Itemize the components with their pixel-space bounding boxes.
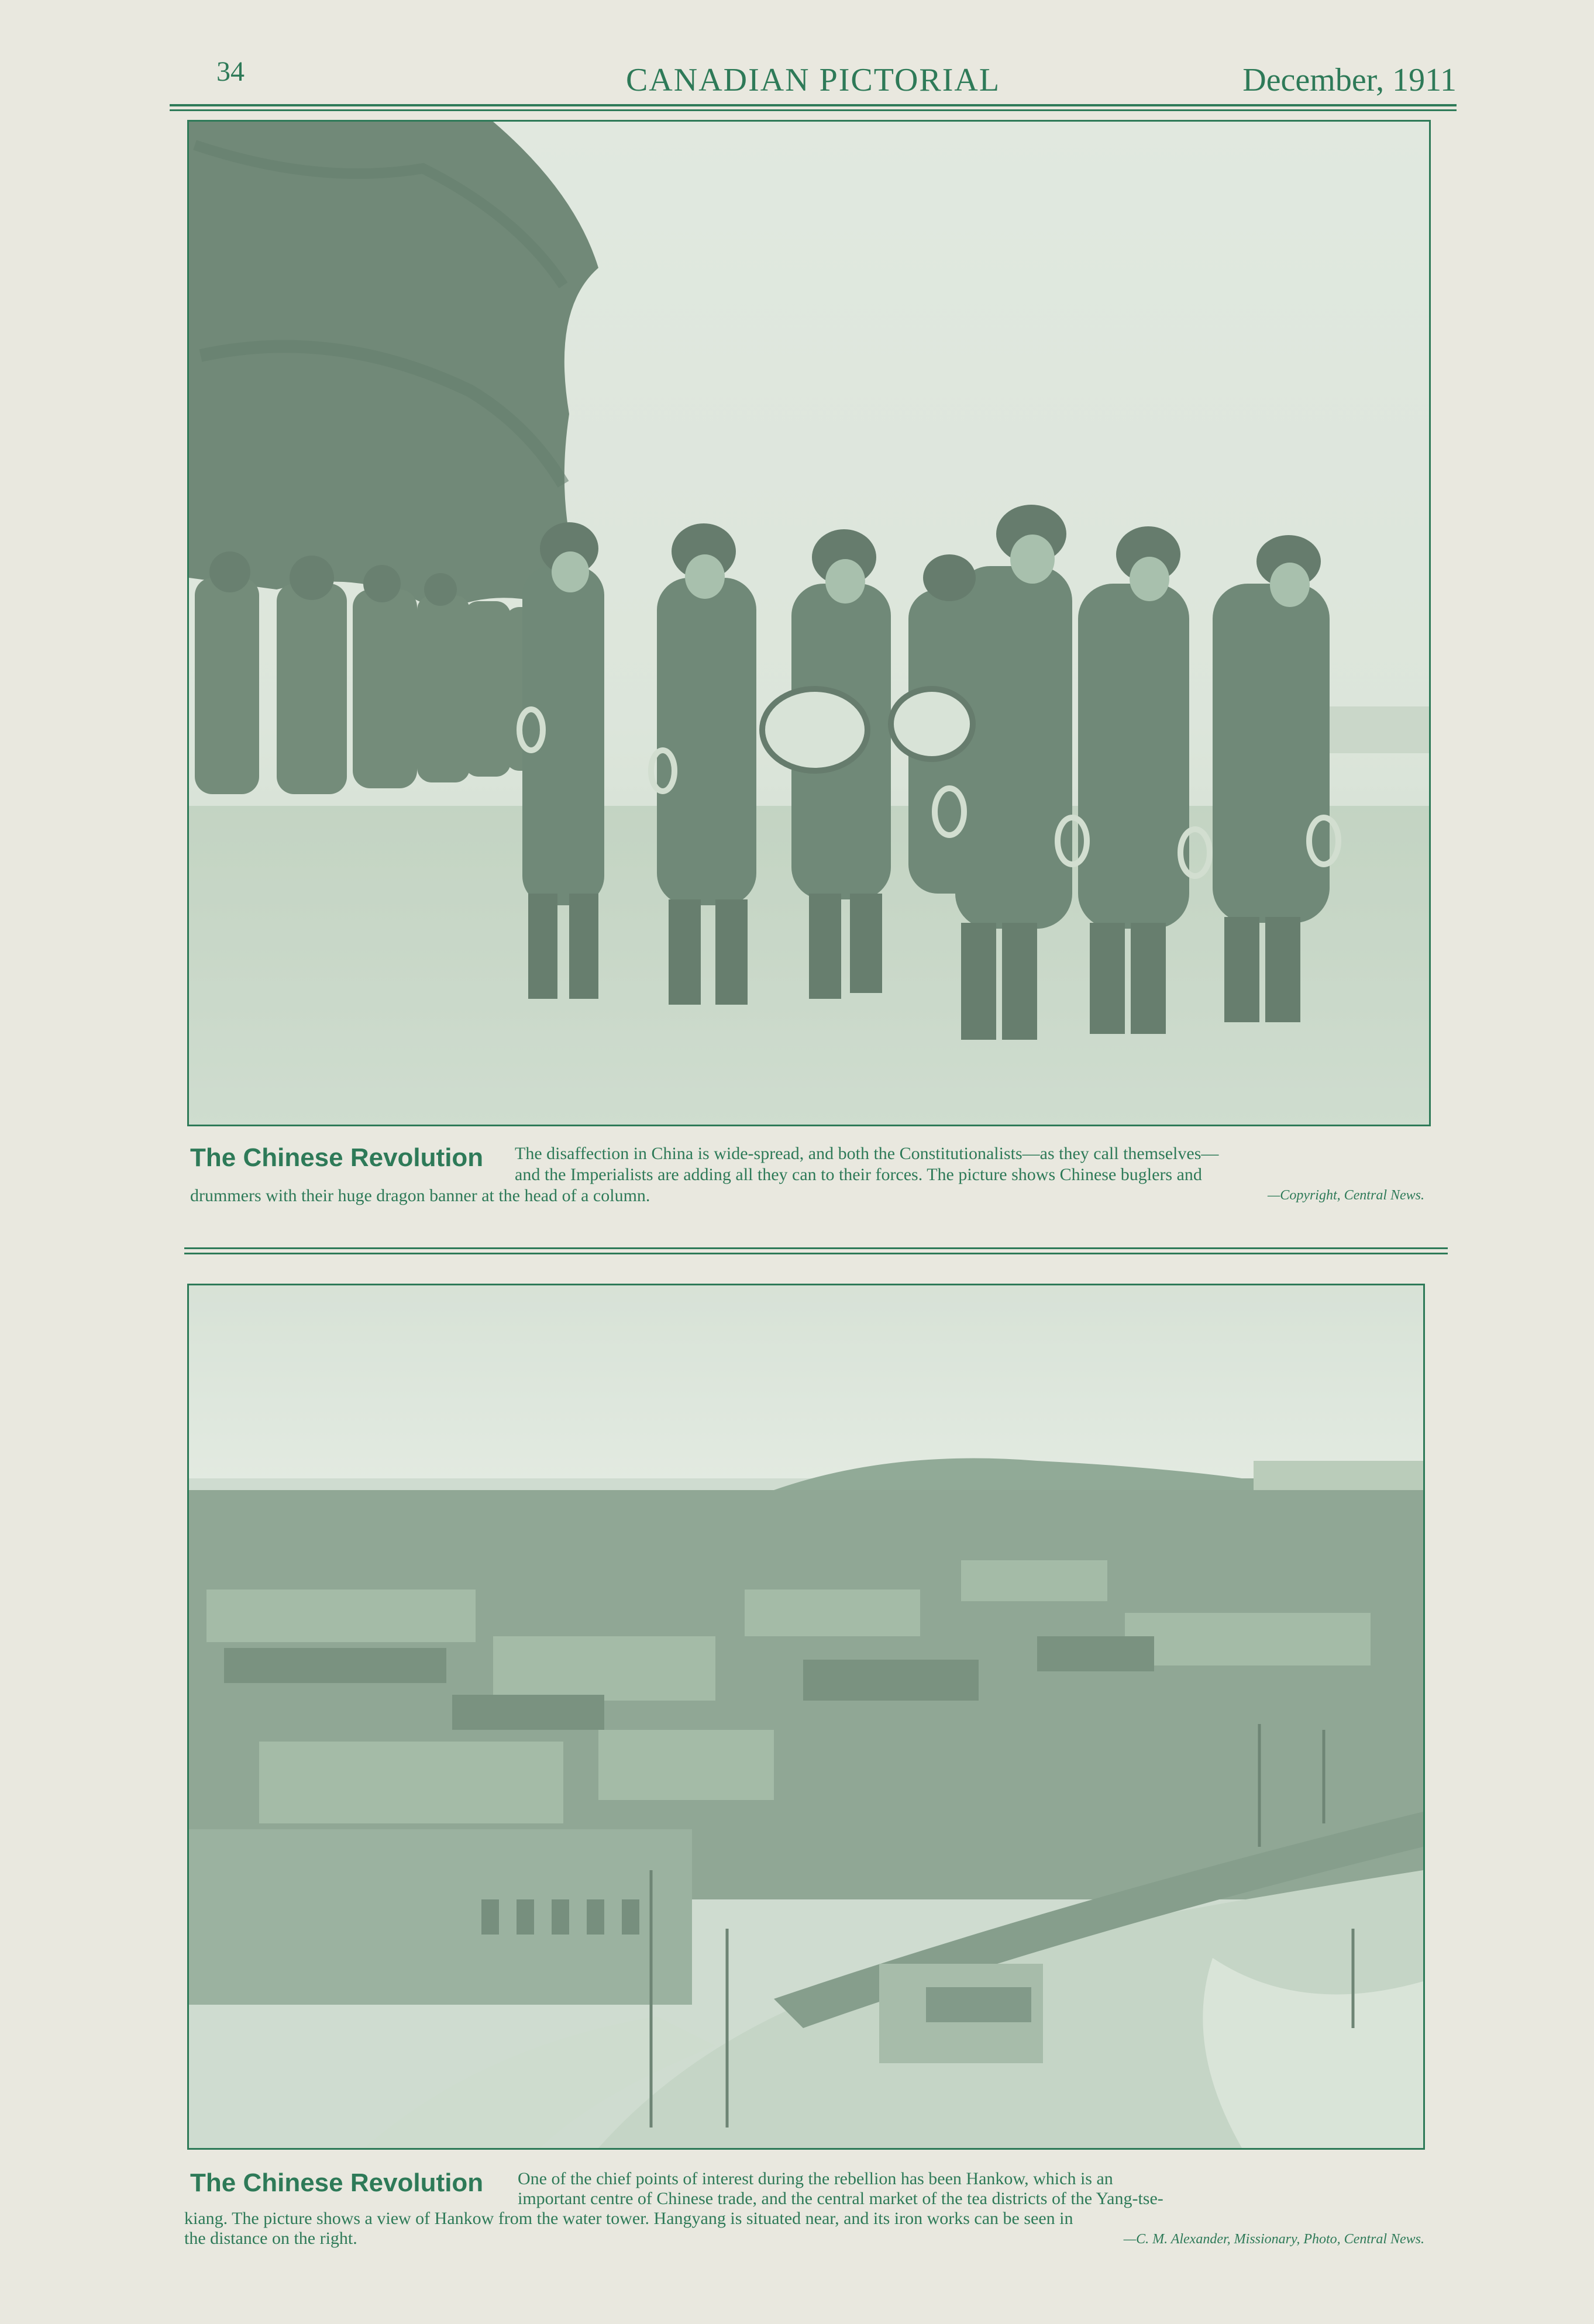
photo-hankow-view-image — [189, 1285, 1423, 2148]
caption-line-1: The disaffection in China is wide-spread, and both the Constitutionalists—as they call themselves— — [515, 1144, 1219, 1163]
photo-hankow-view — [187, 1284, 1425, 2150]
section-divider — [184, 1247, 1448, 1254]
caption-heading: The Chinese Revolution — [190, 2168, 484, 2197]
page-number: 34 — [216, 56, 245, 87]
photo-credit: —C. M. Alexander, Missionary, Photo, Central News. — [1123, 2232, 1424, 2247]
caption-photo-2 — [184, 2168, 1430, 2262]
caption-line-1: One of the chief points of interest during the rebellion has been Hankow, which is an — [518, 2169, 1113, 2188]
photo-credit: —Copyright, Central News. — [1267, 1188, 1424, 1203]
photo-buglers-drummers — [187, 120, 1431, 1126]
header-rule — [170, 104, 1457, 111]
caption-line-3: kiang. The picture shows a view of Hankow from the water tower. Hangyang is situated near, and its iron works can be seen in — [184, 2209, 1073, 2228]
page-header — [170, 56, 1457, 102]
caption-heading: The Chinese Revolution — [190, 1143, 484, 1172]
publication-title: CANADIAN PICTORIAL — [625, 62, 1001, 98]
caption-line-2: important centre of Chinese trade, and the central market of the tea districts of the Yang-tse- — [518, 2189, 1163, 2208]
caption-line-4: the distance on the right. — [184, 2229, 357, 2248]
photo-buglers-drummers-image — [189, 122, 1429, 1125]
issue-date: December, 1911 — [1242, 62, 1457, 98]
caption-line-3: drummers with their huge dragon banner at the head of a column. — [190, 1186, 650, 1205]
caption-photo-1 — [184, 1143, 1430, 1219]
caption-line-2: and the Imperialists are adding all they can to their forces. The picture shows Chinese buglers and — [515, 1165, 1202, 1184]
